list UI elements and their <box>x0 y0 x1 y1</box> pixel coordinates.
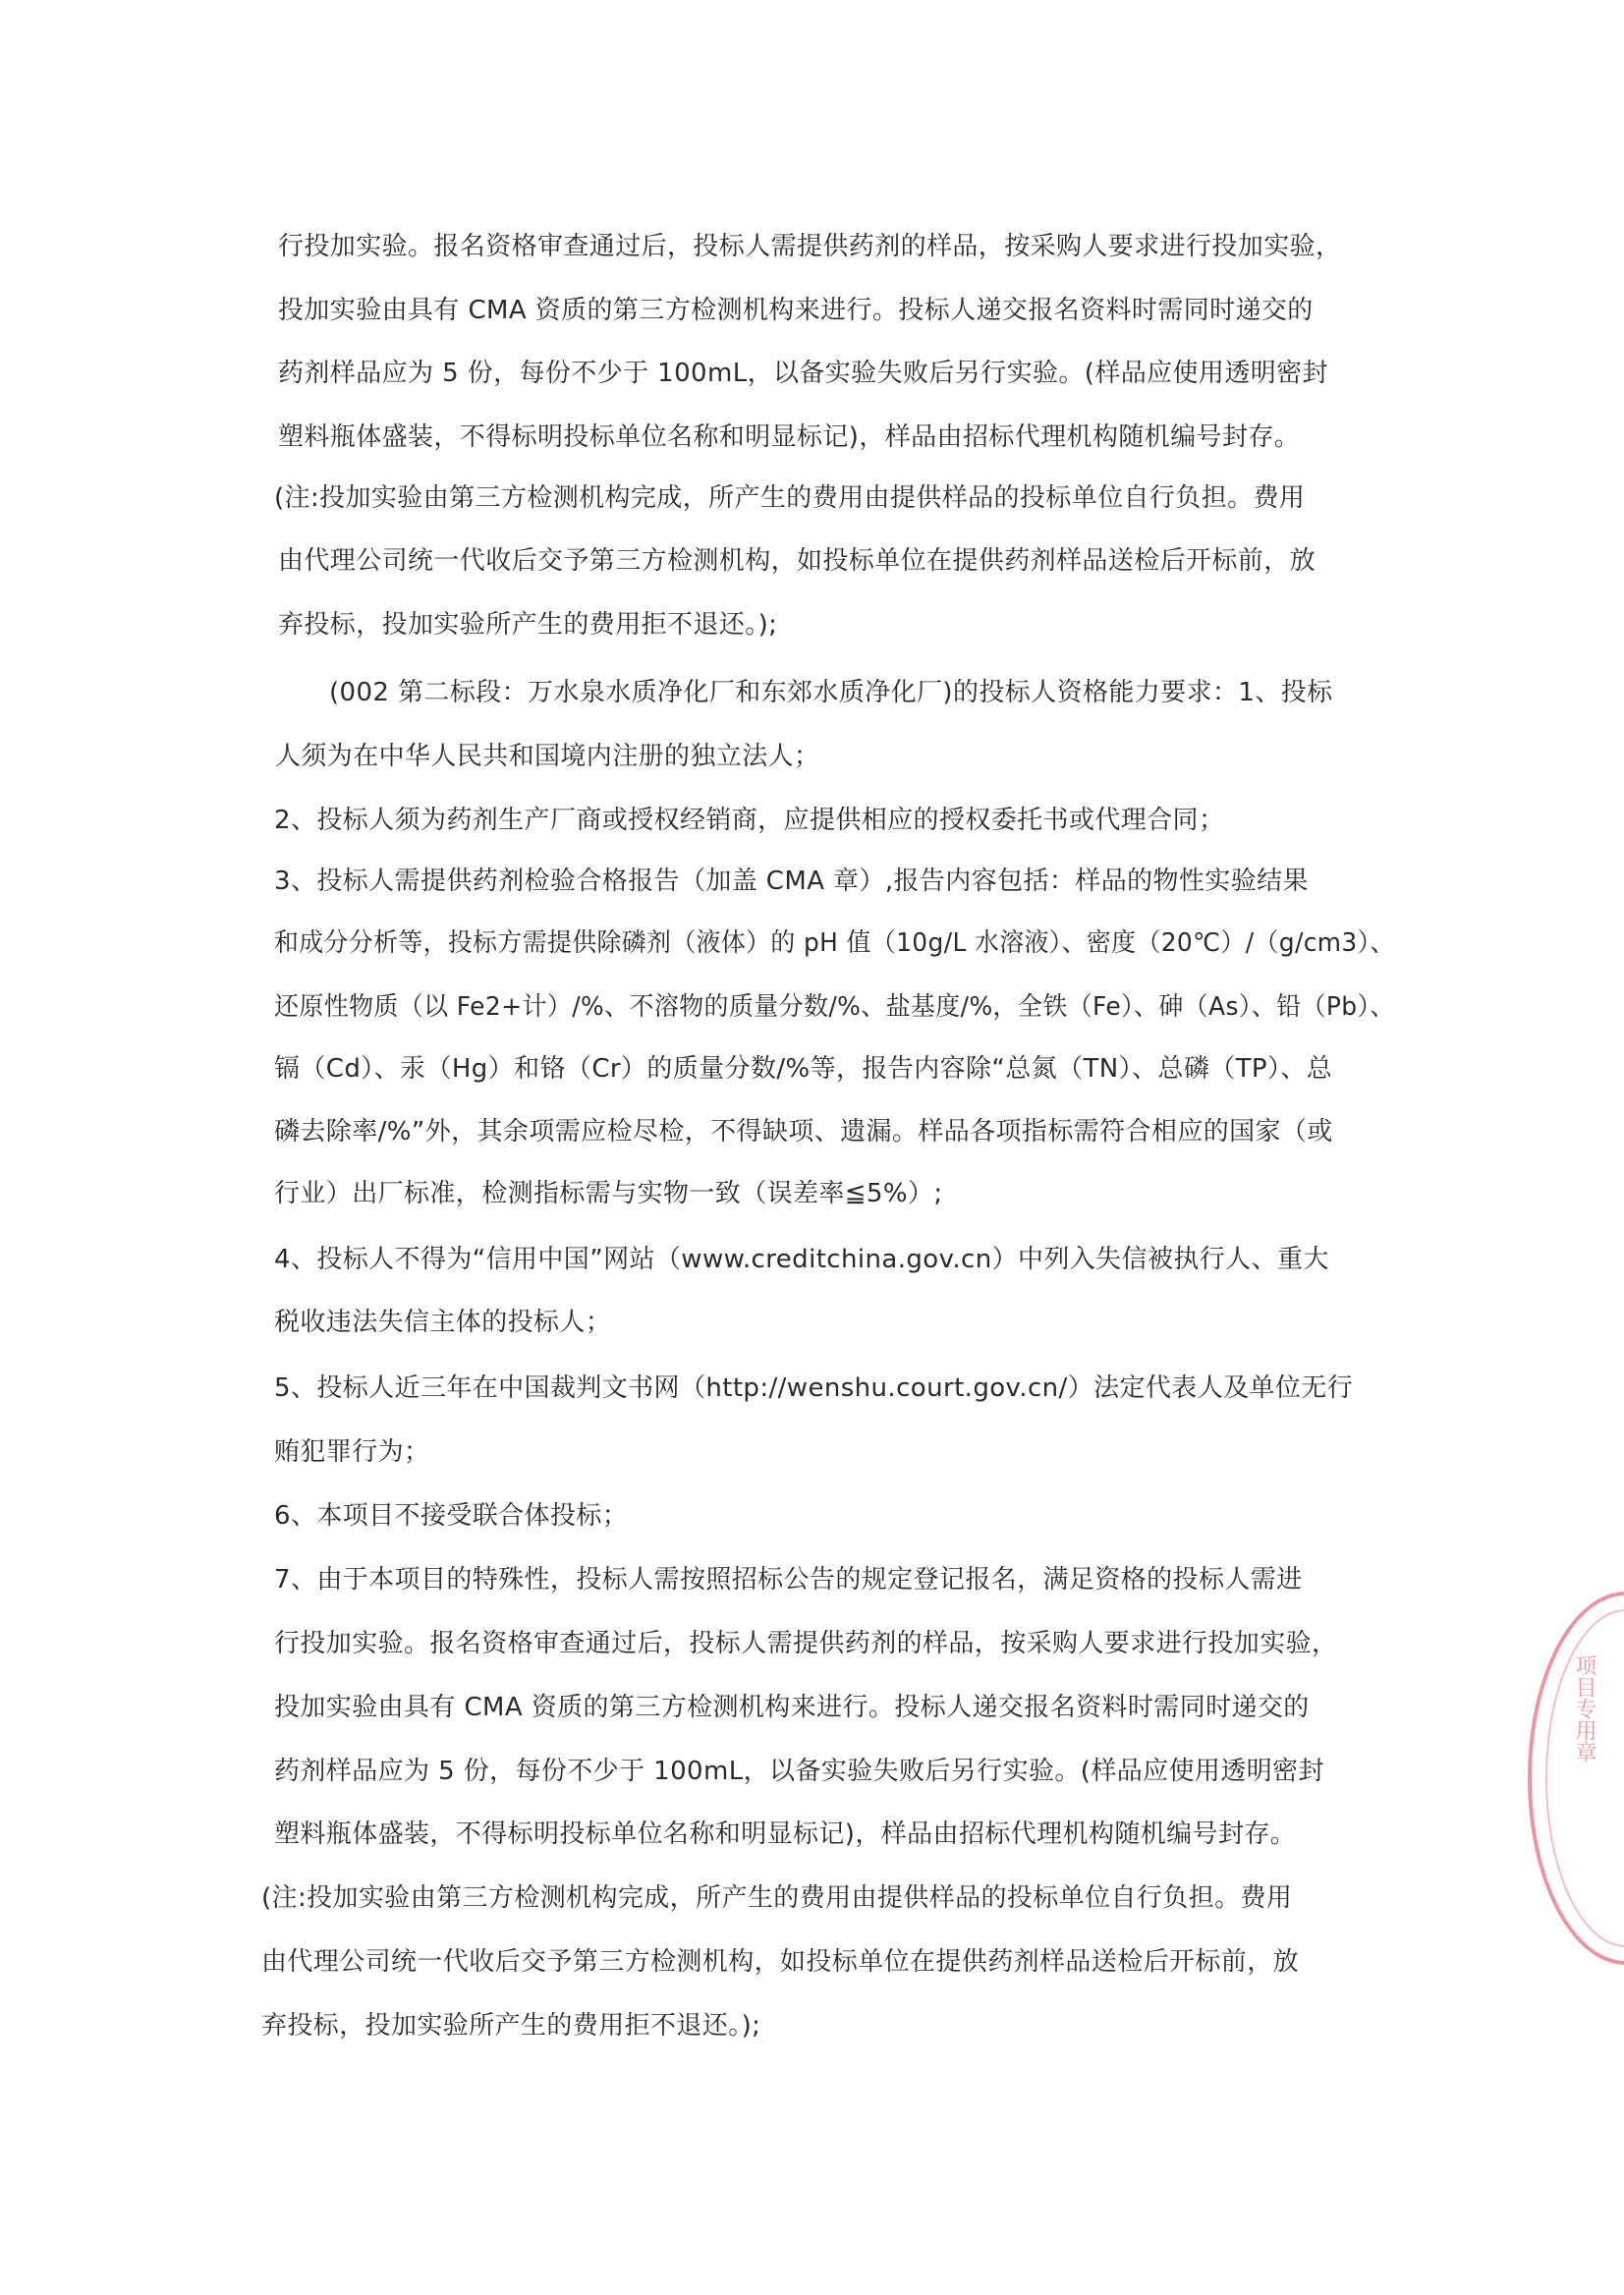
text-line: 塑料瓶体盛装，不得标明投标单位名称和明显标记)，样品由招标代理机构随机编号封存。 <box>274 1819 1297 1849</box>
text-line: 3、投标人需提供药剂检验合格报告（加盖 CMA 章）,报告内容包括：样品的物性实验结果 <box>274 867 1309 896</box>
text-line: 投加实验由具有 CMA 资质的第三方检测机构来进行。投标人递交报名资料时需同时递交的 <box>278 296 1314 325</box>
text-line: (注:投加实验由第三方检测机构完成，所产生的费用由提供样品的投标单位自行负担。费用 <box>274 483 1306 513</box>
text-line: 贿犯罪行为； <box>274 1437 430 1467</box>
text-line: 药剂样品应为 5 份，每份不少于 100mL，以备实验失败后另行实验。(样品应使用透明密封 <box>274 1757 1324 1786</box>
text-line: 行业）出厂标准，检测指标需与实物一致（误差率≦5%）; <box>274 1179 943 1208</box>
text-line: 镉（Cd）、汞（Hg）和铬（Cr）的质量分数/%等，报告内容除“总氮（TN）、总磷（TP）、总 <box>274 1054 1333 1084</box>
text-line: 塑料瓶体盛装，不得标明投标单位名称和明显标记)，样品由招标代理机构随机编号封存。 <box>278 422 1301 452</box>
text-line: 磷去除率/%”外，其余项需应检尽检，不得缺项、遗漏。样品各项指标需符合相应的国家（或 <box>274 1117 1333 1147</box>
text-line: (注:投加实验由第三方检测机构完成，所产生的费用由提供样品的投标单位自行负担。费用 <box>261 1883 1293 1913</box>
red-seal-stamp <box>1528 1592 1624 1965</box>
stamp-text: 项目专用章 <box>1572 1654 1596 1763</box>
text-line: 行投加实验。报名资格审查通过后，投标人需提供药剂的样品，按采购人要求进行投加实验， <box>274 1629 1338 1658</box>
text-line: 4、投标人不得为“信用中国”网站（www.creditchina.gov.cn）中列入失信被执行人、重大 <box>274 1245 1329 1274</box>
text-line: 6、本项目不接受联合体投标； <box>274 1501 629 1531</box>
text-line: 5、投标人近三年在中国裁判文书网（http://wenshu.court.gov.cn/）法定代表人及单位无行 <box>274 1373 1354 1403</box>
text-line: 行投加实验。报名资格审查通过后，投标人需提供药剂的样品，按采购人要求进行投加实验， <box>278 232 1342 261</box>
text-line: 2、投标人须为药剂生产厂商或授权经销商，应提供相应的授权委托书或代理合同； <box>274 806 1225 835</box>
text-line: 药剂样品应为 5 份，每份不少于 100mL，以备实验失败后另行实验。(样品应使用透明密封 <box>278 359 1328 388</box>
text-line: 弃投标，投加实验所产生的费用拒不退还。); <box>278 610 778 640</box>
text-line: (002 第二标段：万水泉水质净化厂和东郊水质净化厂)的投标人资格能力要求：1、投标 <box>329 678 1333 707</box>
text-line: 人须为在中华人民共和国境内注册的独立法人； <box>275 742 820 771</box>
text-line: 由代理公司统一代收后交予第三方检测机构，如投标单位在提供药剂样品送检后开标前，放 <box>278 546 1316 576</box>
text-line: 和成分分析等，投标方需提供除磷剂（液体）的 pH 值（10g/L 水溶液）、密度（20℃）/（g/cm3）、 <box>274 928 1395 958</box>
text-line: 税收违法失信主体的投标人； <box>274 1308 612 1337</box>
text-line: 7、由于本项目的特殊性，投标人需按照招标公告的规定登记报名，满足资格的投标人需进 <box>274 1565 1303 1595</box>
text-line: 还原性物质（以 Fe2+计）/%、不溶物的质量分数/%、盐基度/%，全铁（Fe）、砷（As）、铅（Pb）、 <box>274 992 1395 1022</box>
text-line: 弃投标，投加实验所产生的费用拒不退还。); <box>261 2011 761 2041</box>
text-line: 投加实验由具有 CMA 资质的第三方检测机构来进行。投标人递交报名资料时需同时递交的 <box>274 1693 1310 1722</box>
text-line: 由代理公司统一代收后交予第三方检测机构，如投标单位在提供药剂样品送检后开标前，放 <box>261 1947 1300 1977</box>
